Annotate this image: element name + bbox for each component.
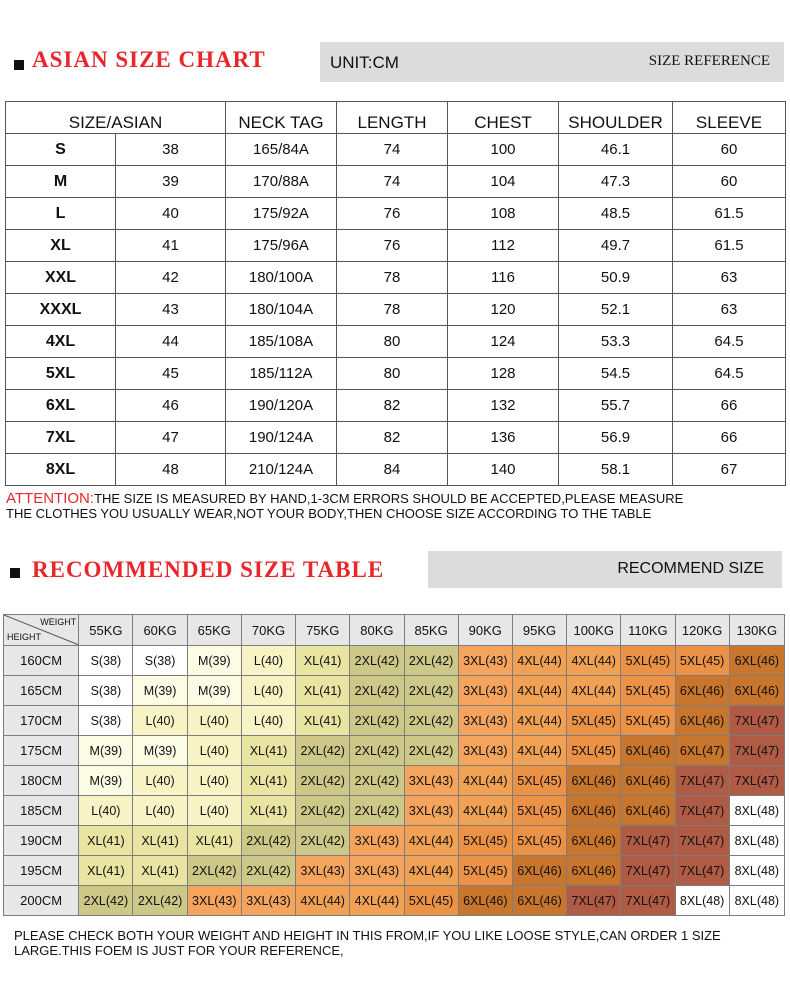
size-value-cell: 41 xyxy=(116,230,226,262)
weight-header-cell: 70KG xyxy=(241,615,295,646)
size-row xyxy=(6,390,786,422)
recommended-size-cell: 6XL(46) xyxy=(729,646,784,676)
height-row xyxy=(4,706,785,736)
size-value-cell: 64.5 xyxy=(673,326,786,358)
size-value-cell: 170/88A xyxy=(226,166,337,198)
recommended-size-cell: 8XL(48) xyxy=(729,886,784,916)
size-reference-label: SIZE REFERENCE xyxy=(648,53,770,69)
attention-label: ATTENTION: xyxy=(6,490,95,507)
weight-header-cell: 120KG xyxy=(675,615,729,646)
size-value-cell: 132 xyxy=(448,390,559,422)
recommended-size-cell: M(39) xyxy=(187,676,241,706)
header-size-asian: SIZE/ASIAN xyxy=(6,102,226,134)
weight-header-cell: 60KG xyxy=(133,615,187,646)
recommended-size-cell: 6XL(46) xyxy=(621,796,675,826)
recommended-size-cell: 8XL(48) xyxy=(675,886,729,916)
size-value-cell: 100 xyxy=(448,134,559,166)
height-row xyxy=(4,886,785,916)
size-label-cell: 6XL xyxy=(6,390,116,422)
recommended-size-cell: 3XL(43) xyxy=(350,856,404,886)
size-value-cell: 38 xyxy=(116,134,226,166)
recommended-size-cell: XL(41) xyxy=(241,796,295,826)
size-row xyxy=(6,198,786,230)
size-value-cell: 78 xyxy=(337,294,448,326)
recommended-size-cell: 3XL(43) xyxy=(296,856,350,886)
recommended-size-cell: 3XL(43) xyxy=(404,796,458,826)
size-value-cell: 82 xyxy=(337,422,448,454)
height-row xyxy=(4,736,785,766)
recommended-size-cell: 2XL(42) xyxy=(187,856,241,886)
recommended-size-cell: 2XL(42) xyxy=(350,766,404,796)
recommended-size-cell: 5XL(45) xyxy=(621,676,675,706)
size-value-cell: 82 xyxy=(337,390,448,422)
size-value-cell: 52.1 xyxy=(559,294,673,326)
size-value-cell: 54.5 xyxy=(559,358,673,390)
size-value-cell: 190/124A xyxy=(226,422,337,454)
recommended-size-cell: 7XL(47) xyxy=(675,796,729,826)
recommended-size-cell: 4XL(44) xyxy=(567,646,621,676)
size-value-cell: 120 xyxy=(448,294,559,326)
size-value-cell: 80 xyxy=(337,326,448,358)
recommended-size-cell: 4XL(44) xyxy=(404,826,458,856)
recommended-size-cell: 7XL(47) xyxy=(621,886,675,916)
recommended-size-cell: 3XL(43) xyxy=(458,676,512,706)
recommended-size-cell: 2XL(42) xyxy=(296,766,350,796)
height-row xyxy=(4,766,785,796)
corner-cell xyxy=(4,615,79,646)
size-label-cell: 5XL xyxy=(6,358,116,390)
recommended-size-cell: 7XL(47) xyxy=(567,886,621,916)
size-label-cell: 4XL xyxy=(6,326,116,358)
size-value-cell: 74 xyxy=(337,166,448,198)
size-value-cell: 66 xyxy=(673,422,786,454)
header-chest: CHEST xyxy=(448,102,559,134)
recommended-size-cell: 4XL(44) xyxy=(512,676,566,706)
size-row xyxy=(6,230,786,262)
size-row xyxy=(6,294,786,326)
footer-note xyxy=(14,928,721,958)
attention-line-1: THE SIZE IS MEASURED BY HAND,1-3CM ERRORS SHOULD BE ACCEPTED,PLEASE MEASURE xyxy=(94,491,684,506)
size-value-cell: 46.1 xyxy=(559,134,673,166)
size-value-cell: 63 xyxy=(673,262,786,294)
size-value-cell: 63 xyxy=(673,294,786,326)
recommended-size-cell: 2XL(42) xyxy=(241,856,295,886)
recommended-size-cell: 6XL(46) xyxy=(621,736,675,766)
recommended-size-cell: M(39) xyxy=(187,646,241,676)
recommended-size-cell: XL(41) xyxy=(296,706,350,736)
size-row xyxy=(6,358,786,390)
recommended-size-cell: 4XL(44) xyxy=(350,886,404,916)
size-value-cell: 45 xyxy=(116,358,226,390)
size-value-cell: 210/124A xyxy=(226,454,337,486)
recommended-size-cell: 2XL(42) xyxy=(350,646,404,676)
size-value-cell: 180/100A xyxy=(226,262,337,294)
height-row xyxy=(4,856,785,886)
recommended-size-cell: 6XL(46) xyxy=(567,766,621,796)
recommended-size-cell: 3XL(43) xyxy=(187,886,241,916)
size-row xyxy=(6,134,786,166)
recommended-size-cell: 6XL(46) xyxy=(675,706,729,736)
recommended-size-cell: L(40) xyxy=(187,736,241,766)
size-value-cell: 53.3 xyxy=(559,326,673,358)
size-value-cell: 80 xyxy=(337,358,448,390)
size-value-cell: 76 xyxy=(337,230,448,262)
weight-header-cell: 75KG xyxy=(296,615,350,646)
size-value-cell: 78 xyxy=(337,262,448,294)
size-value-cell: 48 xyxy=(116,454,226,486)
height-label-cell: 180CM xyxy=(4,766,79,796)
recommended-size-cell: 2XL(42) xyxy=(350,676,404,706)
size-value-cell: 60 xyxy=(673,166,786,198)
recommended-size-cell: XL(41) xyxy=(133,856,187,886)
size-label-cell: M xyxy=(6,166,116,198)
size-value-cell: 46 xyxy=(116,390,226,422)
recommended-size-cell: 8XL(48) xyxy=(729,856,784,886)
recommended-size-cell: M(39) xyxy=(79,736,133,766)
size-value-cell: 84 xyxy=(337,454,448,486)
size-value-cell: 175/96A xyxy=(226,230,337,262)
size-row xyxy=(6,262,786,294)
recommended-size-cell: 2XL(42) xyxy=(241,826,295,856)
height-label-cell: 165CM xyxy=(4,676,79,706)
recommended-size-cell: 4XL(44) xyxy=(296,886,350,916)
size-value-cell: 175/92A xyxy=(226,198,337,230)
recommended-size-cell: 2XL(42) xyxy=(296,736,350,766)
size-value-cell: 61.5 xyxy=(673,198,786,230)
height-label-cell: 170CM xyxy=(4,706,79,736)
recommended-size-cell: 7XL(47) xyxy=(729,736,784,766)
height-row xyxy=(4,676,785,706)
recommended-size-cell: 4XL(44) xyxy=(512,706,566,736)
corner-weight-label: WEIGHT xyxy=(40,617,77,627)
recommended-size-cell: 6XL(47) xyxy=(675,736,729,766)
size-value-cell: 47.3 xyxy=(559,166,673,198)
recommended-size-cell: 5XL(45) xyxy=(458,826,512,856)
recommended-size-cell: L(40) xyxy=(187,706,241,736)
weight-header-cell: 130KG xyxy=(729,615,784,646)
recommended-size-cell: L(40) xyxy=(79,796,133,826)
unit-bar xyxy=(320,42,784,82)
height-row xyxy=(4,796,785,826)
weight-header-cell: 90KG xyxy=(458,615,512,646)
weight-header-cell: 65KG xyxy=(187,615,241,646)
size-value-cell: 116 xyxy=(448,262,559,294)
size-value-cell: 39 xyxy=(116,166,226,198)
size-label-cell: 8XL xyxy=(6,454,116,486)
recommended-size-cell: L(40) xyxy=(133,706,187,736)
recommended-size-cell: 7XL(47) xyxy=(675,856,729,886)
recommended-size-cell: 6XL(46) xyxy=(567,796,621,826)
recommended-size-cell: XL(41) xyxy=(241,736,295,766)
recommended-size-cell: 5XL(45) xyxy=(567,736,621,766)
recommended-size-cell: 3XL(43) xyxy=(458,736,512,766)
size-value-cell: 165/84A xyxy=(226,134,337,166)
size-label-cell: S xyxy=(6,134,116,166)
recommended-size-cell: 5XL(45) xyxy=(404,886,458,916)
recommended-size-cell: 8XL(48) xyxy=(729,826,784,856)
recommended-size-cell: XL(41) xyxy=(133,826,187,856)
recommended-size-cell: XL(41) xyxy=(296,646,350,676)
footer-note-line-1: PLEASE CHECK BOTH YOUR WEIGHT AND HEIGHT IN THIS FROM,IF YOU LIKE LOOSE STYLE,CAN ORDER 1 SIZE xyxy=(14,928,721,943)
recommended-size-cell: 3XL(43) xyxy=(241,886,295,916)
asian-size-chart-title: ASIAN SIZE CHART xyxy=(32,47,266,72)
recommended-size-cell: 7XL(47) xyxy=(675,826,729,856)
recommended-size-table-title: RECOMMENDED SIZE TABLE xyxy=(32,557,385,582)
size-value-cell: 104 xyxy=(448,166,559,198)
recommended-size-cell: 7XL(47) xyxy=(729,766,784,796)
recommended-size-cell: 7XL(47) xyxy=(675,766,729,796)
size-label-cell: 7XL xyxy=(6,422,116,454)
recommended-size-cell: 2XL(42) xyxy=(404,706,458,736)
recommended-size-cell: 4XL(44) xyxy=(458,766,512,796)
recommended-size-cell: L(40) xyxy=(187,796,241,826)
recommended-size-table xyxy=(3,614,785,916)
size-value-cell: 108 xyxy=(448,198,559,230)
recommended-size-cell: 5XL(45) xyxy=(458,856,512,886)
weight-header-cell: 85KG xyxy=(404,615,458,646)
recommended-size-cell: 2XL(42) xyxy=(296,826,350,856)
bullet-square-icon xyxy=(14,60,24,70)
recommended-size-cell: 6XL(46) xyxy=(512,856,566,886)
recommended-size-cell: M(39) xyxy=(79,766,133,796)
recommended-size-cell: 2XL(42) xyxy=(79,886,133,916)
size-value-cell: 50.9 xyxy=(559,262,673,294)
recommended-size-cell: L(40) xyxy=(133,796,187,826)
asian-size-table xyxy=(5,101,786,486)
recommended-size-cell: 7XL(47) xyxy=(621,856,675,886)
recommended-size-cell: 5XL(45) xyxy=(512,766,566,796)
recommended-size-cell: 5XL(45) xyxy=(621,646,675,676)
attention-note xyxy=(6,491,683,521)
recommended-size-cell: M(39) xyxy=(133,736,187,766)
header-neck-tag: NECK TAG xyxy=(226,102,337,134)
recommended-size-cell: 6XL(46) xyxy=(567,856,621,886)
height-label-cell: 190CM xyxy=(4,826,79,856)
recommended-size-cell: S(38) xyxy=(133,646,187,676)
attention-line-2: THE CLOTHES YOU USUALLY WEAR,NOT YOUR BODY,THEN CHOOSE SIZE ACCORDING TO THE TABLE xyxy=(6,506,652,521)
recommend-size-label: RECOMMEND SIZE xyxy=(617,560,764,577)
recommended-size-cell: L(40) xyxy=(241,706,295,736)
recommended-size-cell: 6XL(46) xyxy=(512,886,566,916)
corner-height-label: HEIGHT xyxy=(7,632,42,642)
recommended-size-cell: 4XL(44) xyxy=(512,646,566,676)
size-value-cell: 124 xyxy=(448,326,559,358)
size-value-cell: 43 xyxy=(116,294,226,326)
recommended-size-cell: L(40) xyxy=(241,676,295,706)
size-value-cell: 44 xyxy=(116,326,226,358)
recommended-size-cell: 5XL(45) xyxy=(512,826,566,856)
recommended-size-cell: 5XL(45) xyxy=(675,646,729,676)
height-label-cell: 195CM xyxy=(4,856,79,886)
recommended-size-cell: 3XL(43) xyxy=(404,766,458,796)
recommended-size-cell: XL(41) xyxy=(79,826,133,856)
recommended-size-cell: 7XL(47) xyxy=(621,826,675,856)
size-row xyxy=(6,166,786,198)
height-label-cell: 200CM xyxy=(4,886,79,916)
weight-header-cell: 80KG xyxy=(350,615,404,646)
recommended-size-cell: M(39) xyxy=(133,676,187,706)
size-value-cell: 67 xyxy=(673,454,786,486)
recommended-size-cell: 5XL(45) xyxy=(621,706,675,736)
height-label-cell: 175CM xyxy=(4,736,79,766)
recommended-size-cell: L(40) xyxy=(241,646,295,676)
size-label-cell: XXL xyxy=(6,262,116,294)
size-label-cell: L xyxy=(6,198,116,230)
recommended-size-cell: 3XL(43) xyxy=(350,826,404,856)
unit-label: UNIT:CM xyxy=(330,53,399,72)
recommended-size-cell: XL(41) xyxy=(241,766,295,796)
recommended-size-cell: 6XL(46) xyxy=(567,826,621,856)
recommended-size-cell: 2XL(42) xyxy=(133,886,187,916)
recommended-size-cell: 2XL(42) xyxy=(350,796,404,826)
size-label-cell: XXXL xyxy=(6,294,116,326)
height-row xyxy=(4,826,785,856)
recommended-size-cell: 5XL(45) xyxy=(567,706,621,736)
size-value-cell: 185/108A xyxy=(226,326,337,358)
recommended-size-cell: 8XL(48) xyxy=(729,796,784,826)
header-length: LENGTH xyxy=(337,102,448,134)
recommended-size-cell: 6XL(46) xyxy=(621,766,675,796)
height-row xyxy=(4,646,785,676)
recommended-size-cell: 2XL(42) xyxy=(404,736,458,766)
size-value-cell: 74 xyxy=(337,134,448,166)
size-value-cell: 180/104A xyxy=(226,294,337,326)
size-value-cell: 66 xyxy=(673,390,786,422)
size-value-cell: 76 xyxy=(337,198,448,230)
size-value-cell: 42 xyxy=(116,262,226,294)
size-table-header xyxy=(6,102,786,134)
weight-header-cell: 55KG xyxy=(79,615,133,646)
size-value-cell: 185/112A xyxy=(226,358,337,390)
size-value-cell: 49.7 xyxy=(559,230,673,262)
recommended-size-cell: 4XL(44) xyxy=(404,856,458,886)
size-value-cell: 112 xyxy=(448,230,559,262)
recommended-size-cell: L(40) xyxy=(187,766,241,796)
header-shoulder: SHOULDER xyxy=(559,102,673,134)
size-value-cell: 47 xyxy=(116,422,226,454)
recommended-size-cell: 7XL(47) xyxy=(729,706,784,736)
size-value-cell: 58.1 xyxy=(559,454,673,486)
recommended-size-cell: 4XL(44) xyxy=(458,796,512,826)
recommended-size-cell: 2XL(42) xyxy=(404,646,458,676)
size-value-cell: 140 xyxy=(448,454,559,486)
height-label-cell: 185CM xyxy=(4,796,79,826)
size-value-cell: 64.5 xyxy=(673,358,786,390)
recommended-size-cell: 2XL(42) xyxy=(296,796,350,826)
size-row xyxy=(6,422,786,454)
recommended-size-cell: 2XL(42) xyxy=(350,706,404,736)
footer-note-line-2: LARGE.THIS FOEM IS JUST FOR YOUR REFERENCE, xyxy=(14,943,344,958)
recommended-size-cell: S(38) xyxy=(79,676,133,706)
size-value-cell: 60 xyxy=(673,134,786,166)
recommended-size-cell: 4XL(44) xyxy=(567,676,621,706)
size-value-cell: 128 xyxy=(448,358,559,390)
recommended-size-cell: 6XL(46) xyxy=(458,886,512,916)
recommended-size-cell: 3XL(43) xyxy=(458,706,512,736)
size-value-cell: 48.5 xyxy=(559,198,673,230)
size-label-cell: XL xyxy=(6,230,116,262)
recommended-size-cell: 2XL(42) xyxy=(350,736,404,766)
size-row xyxy=(6,326,786,358)
recommended-size-cell: XL(41) xyxy=(79,856,133,886)
recommended-size-cell: XL(41) xyxy=(187,826,241,856)
recommended-size-cell: XL(41) xyxy=(296,676,350,706)
weight-header-cell: 110KG xyxy=(621,615,675,646)
recommended-size-cell: S(38) xyxy=(79,706,133,736)
size-value-cell: 40 xyxy=(116,198,226,230)
recommended-size-cell: 6XL(46) xyxy=(729,676,784,706)
size-value-cell: 190/120A xyxy=(226,390,337,422)
weight-header-row xyxy=(4,615,785,646)
header-sleeve: SLEEVE xyxy=(673,102,786,134)
recommended-size-cell: 2XL(42) xyxy=(404,676,458,706)
recommend-bar xyxy=(428,551,782,588)
recommended-size-cell: L(40) xyxy=(133,766,187,796)
recommended-size-cell: 5XL(45) xyxy=(512,796,566,826)
weight-header-cell: 95KG xyxy=(512,615,566,646)
size-value-cell: 56.9 xyxy=(559,422,673,454)
recommended-size-cell: 3XL(43) xyxy=(458,646,512,676)
size-value-cell: 55.7 xyxy=(559,390,673,422)
weight-header-cell: 100KG xyxy=(567,615,621,646)
height-label-cell: 160CM xyxy=(4,646,79,676)
size-value-cell: 136 xyxy=(448,422,559,454)
recommended-size-cell: S(38) xyxy=(79,646,133,676)
size-row xyxy=(6,454,786,486)
size-value-cell: 61.5 xyxy=(673,230,786,262)
recommended-size-cell: 6XL(46) xyxy=(675,676,729,706)
recommended-size-cell: 4XL(44) xyxy=(512,736,566,766)
bullet-square-icon xyxy=(10,568,20,578)
